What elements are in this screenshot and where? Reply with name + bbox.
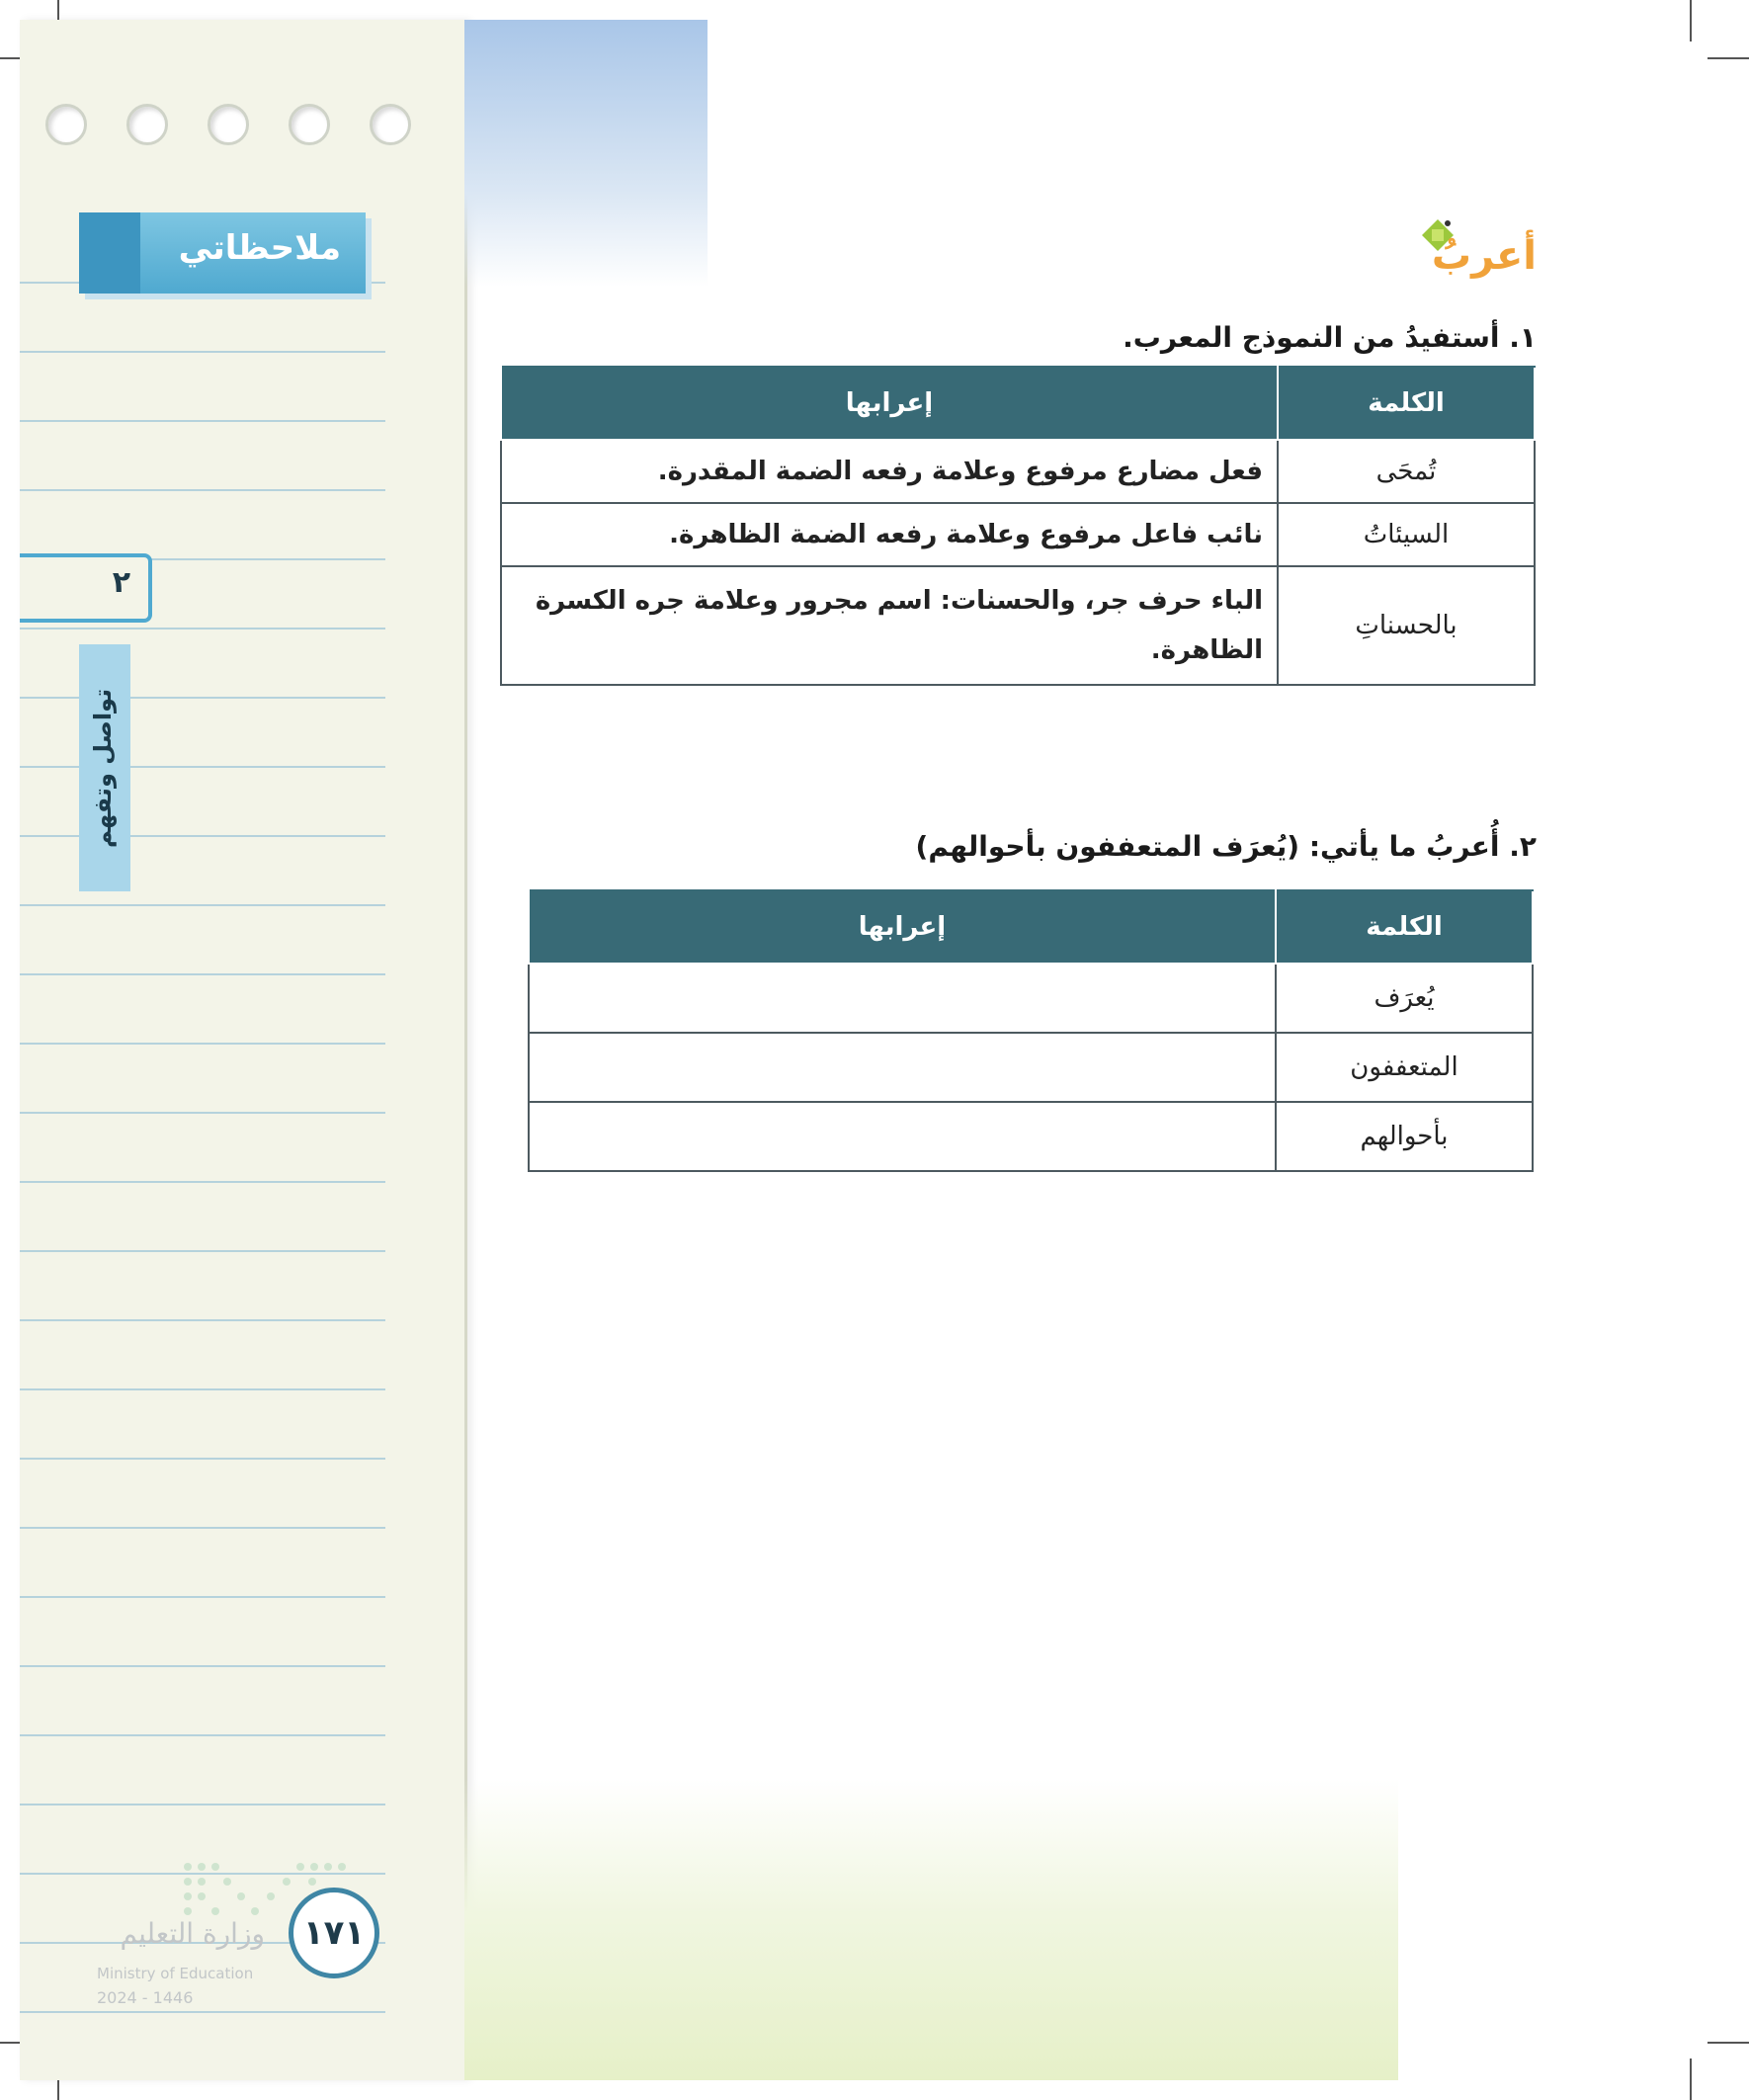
note-line — [20, 1873, 385, 1875]
answer-cell[interactable] — [529, 1033, 1276, 1102]
table-cell-word: بالحسناتِ — [1278, 566, 1535, 685]
note-line — [20, 835, 385, 837]
answer-parsing-table — [528, 889, 1534, 1172]
note-line — [20, 1250, 385, 1252]
note-line — [20, 420, 385, 422]
note-line — [20, 1112, 385, 1114]
note-line — [20, 1388, 385, 1390]
table-header-word: الكلمة — [1278, 367, 1535, 440]
table-cell-parsing: الباء حرف جر، والحسنات: اسم مجرور وعلامة جره الكسرة الظاهرة. — [501, 566, 1278, 685]
table-cell-word: تُمحَى — [1278, 440, 1535, 503]
table-header-parsing: إعرابها — [501, 367, 1278, 440]
table-cell-parsing: فعل مضارع مرفوع وعلامة رفعه الضمة المقدرة. — [501, 440, 1278, 503]
header-gradient — [464, 20, 708, 287]
unit-label: تواصل وتفهم — [89, 688, 117, 848]
binder-hole — [289, 104, 330, 145]
table-row — [529, 1102, 1533, 1171]
table-cell-word: بأحوالهم — [1276, 1102, 1533, 1171]
answer-cell[interactable] — [529, 964, 1276, 1033]
binder-hole — [208, 104, 249, 145]
crop-mark — [1690, 0, 1692, 42]
section-heading: أعربُ — [1431, 233, 1537, 279]
table-row — [529, 964, 1533, 1033]
table-cell-parsing: نائب فاعل مرفوع وعلامة رفعه الضمة الظاهرة. — [501, 503, 1278, 566]
notes-title-tab — [79, 212, 366, 294]
crop-mark — [1707, 57, 1749, 59]
binder-hole — [45, 104, 87, 145]
note-line — [20, 1734, 385, 1736]
binder-hole — [126, 104, 168, 145]
note-line — [20, 1319, 385, 1321]
note-line — [20, 766, 385, 768]
note-line — [20, 1043, 385, 1045]
note-line — [20, 489, 385, 491]
note-line — [20, 697, 385, 699]
table-row — [501, 440, 1535, 503]
ministry-name-ar: وزارة التعليم — [120, 1917, 265, 1950]
unit-ribbon — [79, 644, 130, 891]
note-line — [20, 1665, 385, 1667]
notes-tab-accent — [79, 212, 140, 294]
question-1-prompt: ١. أستفيدُ من النموذج المعرب. — [1123, 321, 1537, 354]
note-line — [20, 1181, 385, 1183]
crop-mark — [1690, 2058, 1692, 2100]
note-line — [20, 1527, 385, 1529]
answer-cell[interactable] — [529, 1102, 1276, 1171]
ministry-name-en: Ministry of Education — [97, 1965, 254, 1982]
note-line — [20, 904, 385, 906]
table-row — [501, 566, 1535, 685]
note-line — [20, 973, 385, 975]
ministry-year: 2024 - 1446 — [97, 1988, 194, 2007]
table-cell-word: السيئاتُ — [1278, 503, 1535, 566]
notes-column — [20, 20, 467, 2080]
notes-title: ملاحظاتي — [178, 228, 341, 268]
table-row — [501, 503, 1535, 566]
unit-number: ٢ — [112, 565, 130, 600]
note-line — [20, 351, 385, 353]
crop-mark — [1707, 2042, 1749, 2044]
table-row — [529, 1033, 1533, 1102]
note-line — [20, 1804, 385, 1806]
model-parsing-table — [500, 366, 1536, 686]
footer-gradient — [464, 1779, 1398, 2080]
note-line — [20, 1458, 385, 1460]
table-header-word: الكلمة — [1276, 890, 1533, 964]
unit-number-box — [20, 553, 152, 623]
note-line — [20, 1596, 385, 1598]
table-cell-word: المتعففون — [1276, 1033, 1533, 1102]
question-2-prompt: ٢. أُعربُ ما يأتي: (يُعرَف المتعففون بأحوالهم) — [915, 830, 1537, 863]
note-line — [20, 628, 385, 630]
page-number: ١٧١ — [289, 1888, 379, 1978]
note-line — [20, 2011, 385, 2013]
binder-hole — [370, 104, 411, 145]
table-header-parsing: إعرابها — [529, 890, 1276, 964]
table-cell-word: يُعرَف — [1276, 964, 1533, 1033]
